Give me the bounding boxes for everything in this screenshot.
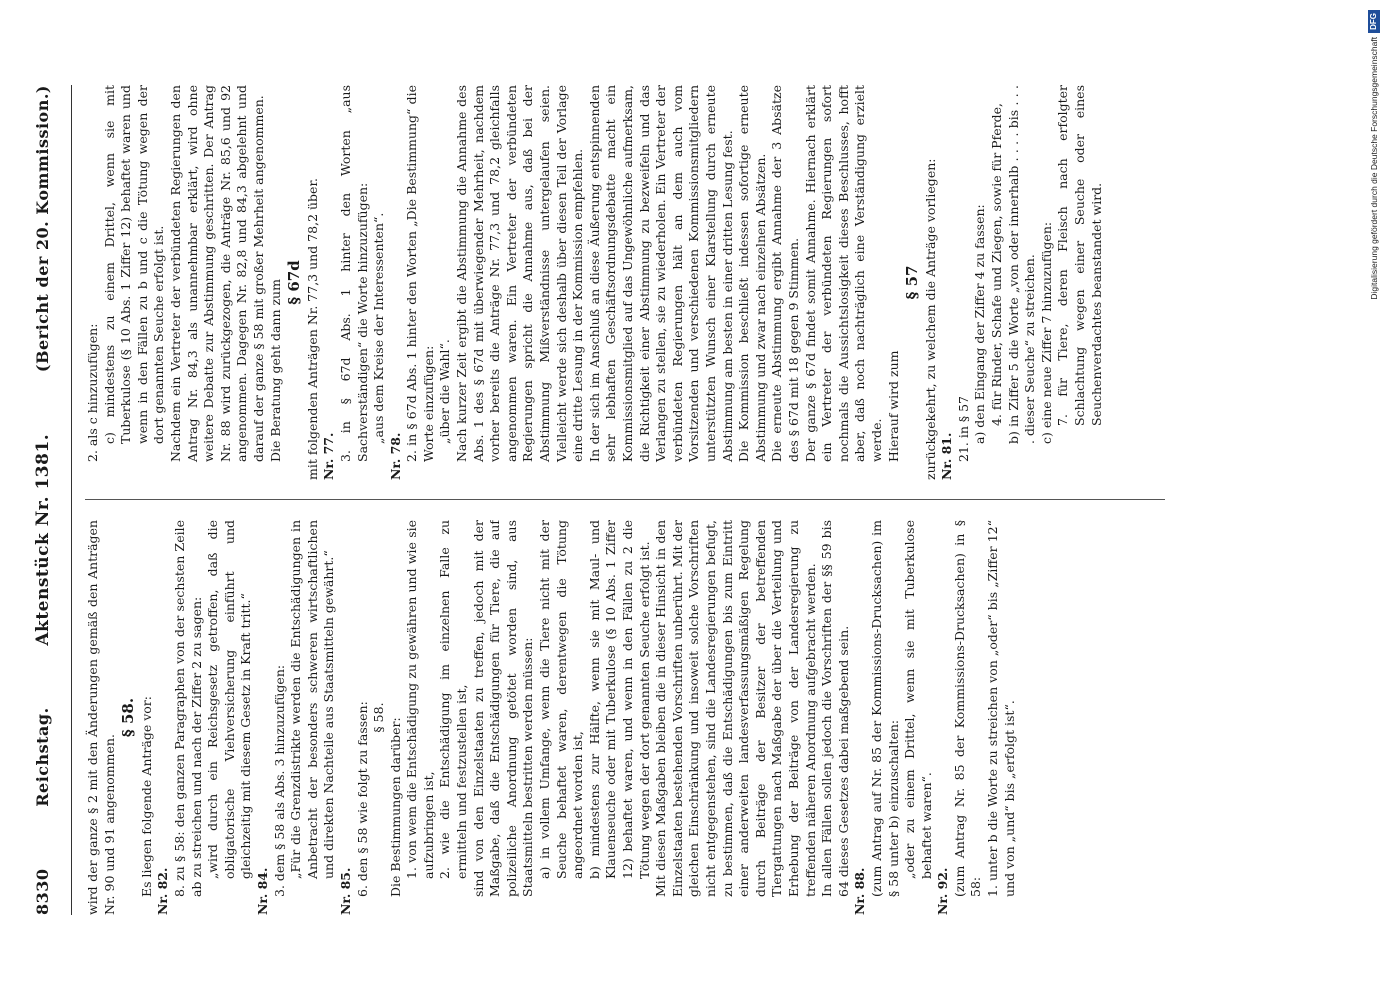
running-head <box>35 85 65 915</box>
paragraph: wird der ganze § 2 mit den Änderungen gemäß den Anträgen Nr. 90 und 91 angenommen. <box>85 520 117 915</box>
header-rule <box>71 85 72 915</box>
paragraph: 21. in § 57 <box>955 395 971 462</box>
motion-number: Nr. 92. <box>935 867 951 915</box>
paragraph: b) mindestens zur Hälfte, wenn sie mit Maul- und Klauenseuche oder mit Tuberkulose (§ 10 Abs. 1 Ziffer 12) behaftet waren, und wenn in den Fällen zu 2 die Tötung wegen der dort genannten Seuche erfolgt ist. <box>586 520 652 879</box>
section-heading: § 58. <box>119 697 138 738</box>
paragraph: „Für die Grenzdistrikte werden die Entschädigungen in Anbetracht der besonders schweren wirtschaftlichen und direkten Nachteile aus Staatsmitteln gewährt.“ <box>288 520 337 879</box>
dfg-logo: DFG <box>1368 10 1380 33</box>
paragraph: 8. zu § 58: den ganzen Paragraphen von der sechsten Zeile ab zu streichen und nach der Ziffer 2 zu sagen: <box>171 520 204 897</box>
section-heading: § 67d <box>285 260 304 305</box>
paragraph: a) in vollem Umfange, wenn die Tiere nicht mit der Seuche behaftet waren, derentwegen die Tötung angeordnet worden ist, <box>537 520 586 879</box>
header-center-title: Aktenstück Nr. 1381. <box>33 433 53 646</box>
paragraph: (zum Antrag Nr. 85 der Kommissions-Drucksachen) in § 58: <box>951 520 984 897</box>
paragraph: 4. für Rinder, Schafe und Ziegen, sowie für Pferde, <box>989 103 1005 426</box>
page-number: 8330 <box>33 868 52 915</box>
paragraph: „oder zu einem Drittel, wenn sie mit Tuberkulose behaftet waren“. <box>902 520 934 879</box>
paragraph: 6. den § 58 wie folgt zu fassen: <box>354 701 370 897</box>
motion-number: Nr. 81. <box>939 432 955 480</box>
motion-number: Nr. 82. <box>155 867 171 915</box>
paragraph: In der sich im Anschluß an diese Äußerung entspinnenden sehr lebhaften Geschäftsordnungsdebatte macht ein Kommissionsmitglied auf das Ungewöhnliche aufmerksam, die Richtigkeit einer Abstimmung zu bezweifeln und das Verlangen zu stellen, sie zu wiederholen. Ein Vertreter der verbündeten Regierungen hält an dem auch vom Vorsitzenden und verschiedenen Kommissionsmitgliedern unterstützten Wunsch einer Klarstellung durch erneute Abstimmung am besten in einer dritten Lesung fest. <box>586 85 735 462</box>
paragraph: Es liegen folgende Anträge vor: <box>138 696 154 897</box>
paragraph: „wird durch ein Reichsgesetz getroffen, daß die obligatorische Viehversicherung einführt und gleichzeitig mit diesem Gesetz in Kraft tritt.“ <box>205 520 254 879</box>
paragraph: mit folgenden Anträgen Nr. 77,3 und 78,2 über. <box>304 177 320 480</box>
side-note <box>1365 10 1383 995</box>
paragraph: c) eine neue Ziffer 7 hinzuzufügen: <box>1038 221 1054 444</box>
paragraph: Hierauf wird zum <box>885 350 901 462</box>
paragraph: Der ganze § 67d findet somit Annahme. Hiernach erklärt ein Vertreter der verbündeten Regierungen sofort nochmals die Aussichtslosigkeit dieses Beschlusses, hofft aber, daß noch nachträglich eine Verständigung erzielt werde. <box>802 85 884 462</box>
paragraph: 1. von wem die Entschädigung zu gewähren und wie sie aufzubringen ist, <box>404 520 436 879</box>
paragraph: Die Kommission beschließt indessen sofortige erneute Abstimmung und zwar nach einzelnen Absätzen. <box>736 85 768 462</box>
paragraph: 1. unter b die Worte zu streichen von „oder“ bis „Ziffer 12“ und von „und“ bis „erfolgt ist“. <box>985 520 1017 897</box>
paragraph: 2. wie die Entschädigung im einzelnen Falle zu ermitteln und festzustellen ist, <box>437 520 470 879</box>
paragraph: Die erneute Abstimmung ergibt Annahme der 3 Absätze des § 67d mit 18 gegen 9 Stimmen. <box>769 85 801 462</box>
section-subheading: § 58. <box>371 702 387 733</box>
paragraph: 3. dem § 58 als Abs. 3 hinzuzufügen: <box>271 664 287 897</box>
paragraph: 7. für Tiere, deren Fleisch nach erfolgter Schlachtung wegen einer Seuche oder eines Seuchenverdachtes beanstandet wird. <box>1055 85 1104 426</box>
paragraph: 2. als c hinzuzufügen: <box>85 323 100 462</box>
motion-number: Nr. 78. <box>387 432 403 480</box>
paragraph: zurückgekehrt, zu welchem die Anträge vorliegen: <box>922 158 938 480</box>
paragraph: „aus dem Kreise der Interessenten“. <box>371 212 387 444</box>
column-divider <box>85 499 1165 500</box>
paragraph: sind von den Einzelstaaten zu treffen, jedoch mit der Maßgabe, daß die Entschädigungen für Tiere, die auf polizeiliche Anordnung getötet worden sind, aus Staatsmitteln bestritten werden müssen: <box>470 520 536 897</box>
paragraph: a) den Eingang der Ziffer 4 zu fassen: <box>972 204 988 444</box>
paragraph: Die Bestimmungen darüber: <box>387 717 403 897</box>
left-column <box>85 520 1205 915</box>
header-left-title: Reichstag. <box>33 707 52 807</box>
side-note-text: Digitalisierung gefördert durch die Deutsche Forschungsgemeinschaft <box>1369 36 1379 300</box>
header-right-title: (Bericht der 20. Kommission.) <box>33 85 52 373</box>
section-heading: § 57 <box>903 265 922 300</box>
rotated-document-sheet <box>35 85 1215 915</box>
paragraph: 3. in § 67d Abs. 1 hinter den Worten „aus Sachverständigen“ die Worte hinzuzufügen: <box>337 85 370 462</box>
paragraph: Nachdem ein Vertreter der verbündeten Regierungen den Antrag Nr. 84,3 als unannehmbar erklärt, wird ohne weitere Debatte zur Abstimmung geschritten. Der Antrag Nr. 88 wird zurückgezogen, die Anträge Nr. 85,6 und 92 angenommen. Dagegen Nr. 82,8 und 84,3 abgelehnt und darauf der ganze § 58 mit großer Mehrheit angenommen. <box>167 85 266 462</box>
motion-number: Nr. 85. <box>337 867 353 915</box>
paragraph: Die Beratung geht dann zum <box>267 279 283 462</box>
paragraph: Mit diesen Maßgaben bleiben die in dieser Hinsicht in den Einzelstaaten bestehenden Vorschriften unberührt. Mit der gleichen Einschränkung und insoweit solche Vorschriften nicht entgegenstehen, sind die Landesregierungen befugt, zu bestimmen, daß die Entschädigungen bis zum Eintritt einer anderweiten landesverfassungsmäßigen Regelung durch Beiträge der Besitzer der betreffenden Tiergattungen nach Maßgabe der über die Verteilung und Erhebung der Beiträge von der Landesregierung zu treffenden näheren Anordnung aufgebracht werden. <box>653 520 818 897</box>
paragraph: (zum Antrag auf Nr. 85 der Kommissions-Drucksachen) im § 58 unter b) einzuschalten: <box>868 520 901 897</box>
paragraph: Nach kurzer Zeit ergibt die Abstimmung die Annahme des Abs. 1 des § 67d mit überwiegender Mehrheit, nachdem vorher bereits die Anträge Nr. 77,3 und 78,2 gleichfalls angenommen waren. Ein Vertreter der verbündeten Regierungen spricht die Annahme aus, daß bei der Abstimmung Mißverständnisse untergelaufen seien. Vielleicht werde sich deshalb über diesen Teil der Vorlage eine dritte Lesung in der Kommission empfehlen. <box>454 85 586 462</box>
motion-number: Nr. 77. <box>321 432 337 480</box>
paragraph: „über die Wahl“. <box>437 339 453 444</box>
paragraph: c) mindestens zu einem Drittel, wenn sie mit Tuberkulose (§ 10 Abs. 1 Ziffer 12) behaftet waren und wenn in den Fällen zu b und c die Tötung wegen der dort genannten Seuche erfolgt ist. <box>101 85 167 444</box>
paragraph: b) in Ziffer 5 die Worte „von oder innerhalb . . . . bis . . . . dieser Seuche“ zu streichen. <box>1005 85 1038 444</box>
motion-number: Nr. 88. <box>852 867 868 915</box>
paragraph: In allen Fällen sollen jedoch die Vorschriften der §§ 59 bis 64 dieses Gesetzes dabei maßgebend sein. <box>819 520 851 897</box>
paragraph: 2. in § 67d Abs. 1 hinter den Worten „Die Bestimmung“ die Worte einzufügen: <box>404 85 436 462</box>
right-column <box>85 85 1205 480</box>
motion-number: Nr. 84. <box>254 867 270 915</box>
